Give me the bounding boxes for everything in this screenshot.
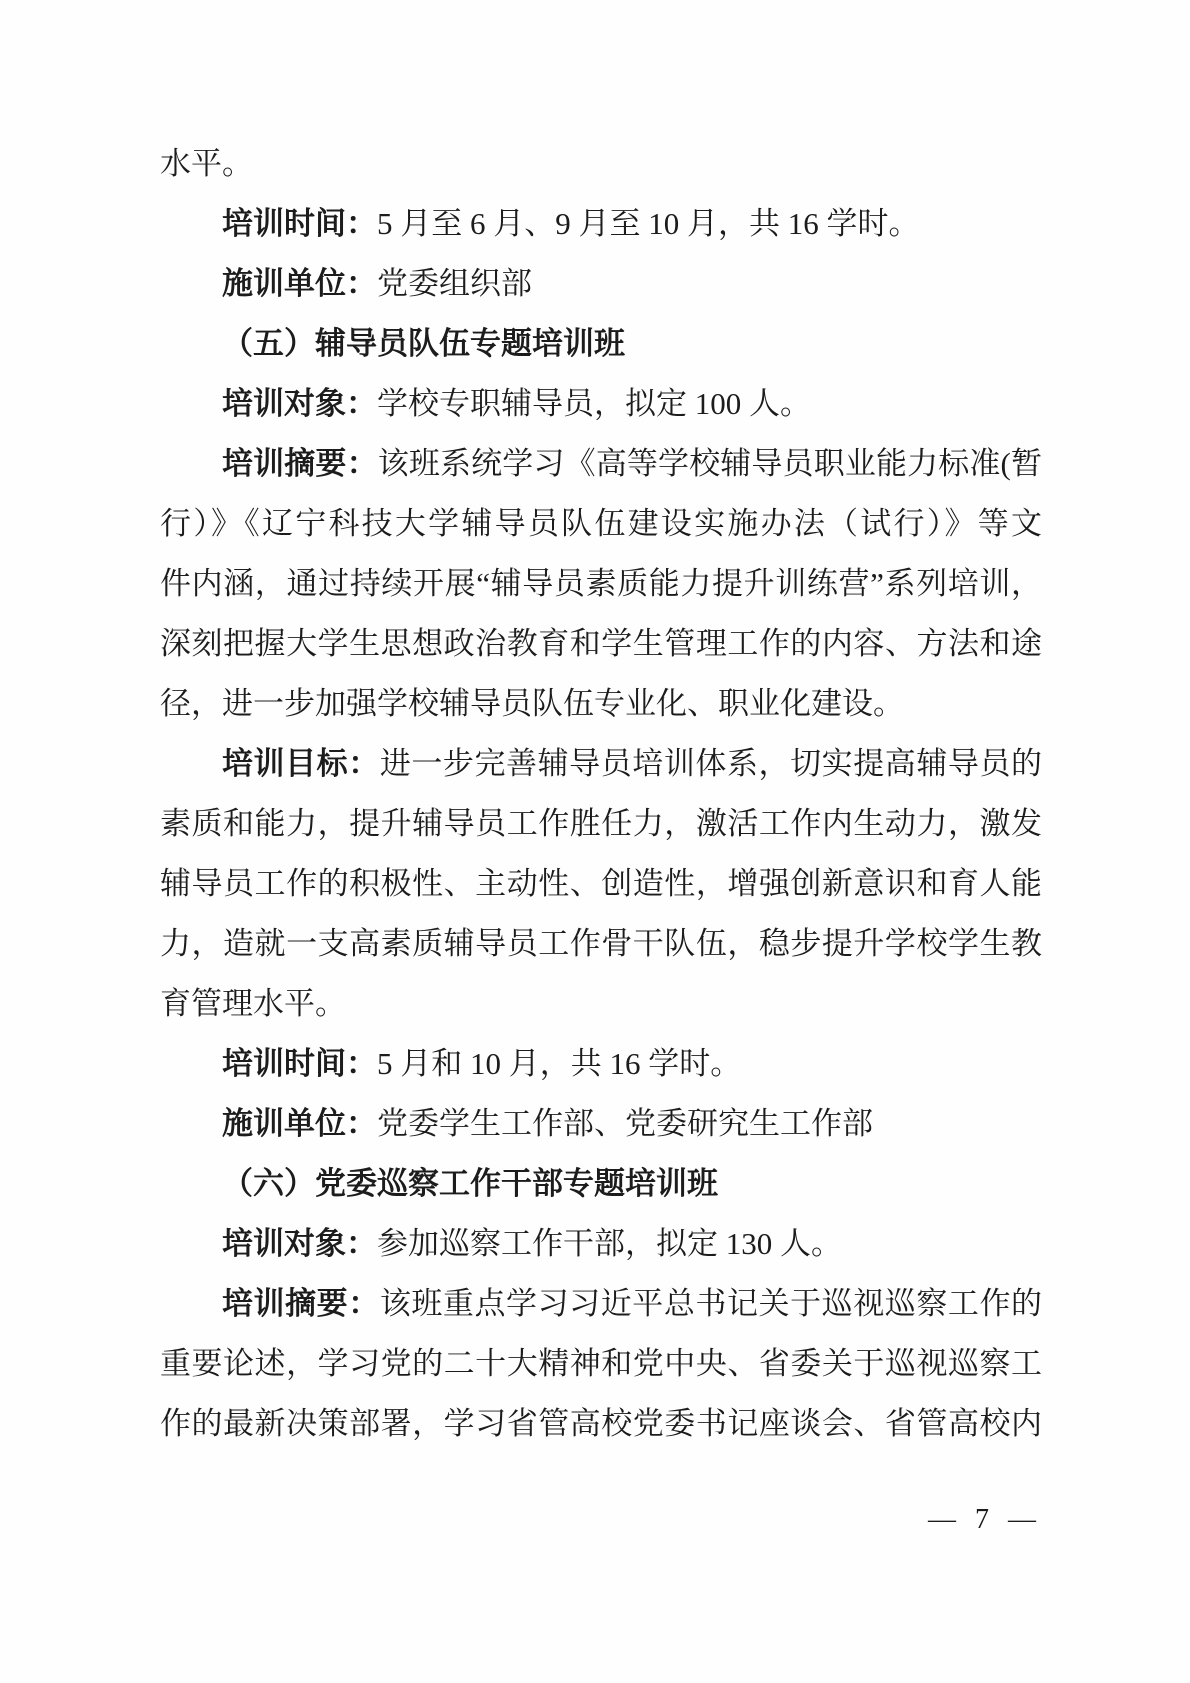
line-text: 素质和能力，提升辅导员工作胜任力，激活工作内生动力，激发 [160, 806, 1042, 841]
text-line [160, 674, 1042, 734]
line-text: 辅导员工作的积极性、主动性、创造性，增强创新意识和育人能 [160, 866, 1042, 901]
text-line [160, 1154, 1042, 1214]
field-label: 培训摘要： [222, 446, 378, 481]
document-body [160, 134, 1042, 1454]
text-line [160, 374, 1042, 434]
section-heading: （五）辅导员队伍专题培训班 [222, 326, 625, 361]
text-line [160, 1394, 1042, 1454]
text-line [160, 1274, 1042, 1334]
text-line [160, 134, 1042, 194]
line-text: 力，造就一支高素质辅导员工作骨干队伍，稳步提升学校学生教 [160, 926, 1042, 961]
line-text: 党委学生工作部、党委研究生工作部 [377, 1106, 873, 1141]
text-line [160, 554, 1042, 614]
field-label: 培训时间： [222, 206, 377, 241]
text-line [160, 854, 1042, 914]
line-text: 5 月至 6 月、9 月至 10 月，共 16 学时。 [377, 206, 920, 241]
page-number: — 7 — [928, 1504, 1042, 1535]
text-line [160, 434, 1042, 494]
line-text: 重要论述，学习党的二十大精神和党中央、省委关于巡视巡察工 [160, 1346, 1042, 1381]
text-line [160, 194, 1042, 254]
section-heading: （六）党委巡察工作干部专题培训班 [222, 1166, 718, 1201]
line-text: 5 月和 10 月，共 16 学时。 [377, 1046, 742, 1081]
line-text: 党委组织部 [377, 266, 532, 301]
text-line [160, 314, 1042, 374]
text-line [160, 914, 1042, 974]
line-text: 该班系统学习《高等学校辅导员职业能力标准(暂 [377, 446, 1043, 481]
text-line [160, 734, 1042, 794]
field-label: 培训对象： [222, 386, 377, 421]
line-text: 作的最新决策部署，学习省管高校党委书记座谈会、省管高校内 [160, 1406, 1042, 1441]
text-line [160, 1034, 1042, 1094]
text-line [160, 974, 1042, 1034]
text-line [160, 1094, 1042, 1154]
text-line [160, 794, 1042, 854]
text-line [160, 1214, 1042, 1274]
text-line [160, 494, 1042, 554]
line-text: 该班重点学习习近平总书记关于巡视巡察工作的 [379, 1286, 1043, 1321]
field-label: 培训时间： [222, 1046, 377, 1081]
field-label: 培训摘要： [222, 1286, 380, 1321]
line-text: 学校专职辅导员，拟定 100 人。 [377, 386, 811, 421]
field-label: 培训对象： [222, 1226, 377, 1261]
line-text: 水平。 [160, 146, 253, 181]
field-label: 培训目标： [222, 746, 380, 781]
line-text: 径，进一步加强学校辅导员队伍专业化、职业化建设。 [160, 686, 904, 721]
line-text: 育管理水平。 [160, 986, 346, 1021]
line-text: 进一步完善辅导员培训体系，切实提高辅导员的 [379, 746, 1043, 781]
line-text: 参加巡察工作干部，拟定 130 人。 [377, 1226, 842, 1261]
field-label: 施训单位： [222, 1106, 377, 1141]
text-line [160, 254, 1042, 314]
line-text: 行）》《辽宁科技大学辅导员队伍建设实施办法（试行）》等文 [160, 506, 1042, 541]
text-line [160, 1334, 1042, 1394]
line-text: 深刻把握大学生思想政治教育和学生管理工作的内容、方法和途 [160, 626, 1042, 661]
text-line [160, 614, 1042, 674]
line-text: 件内涵，通过持续开展“辅导员素质能力提升训练营”系列培训， [160, 566, 1042, 601]
field-label: 施训单位： [222, 266, 377, 301]
